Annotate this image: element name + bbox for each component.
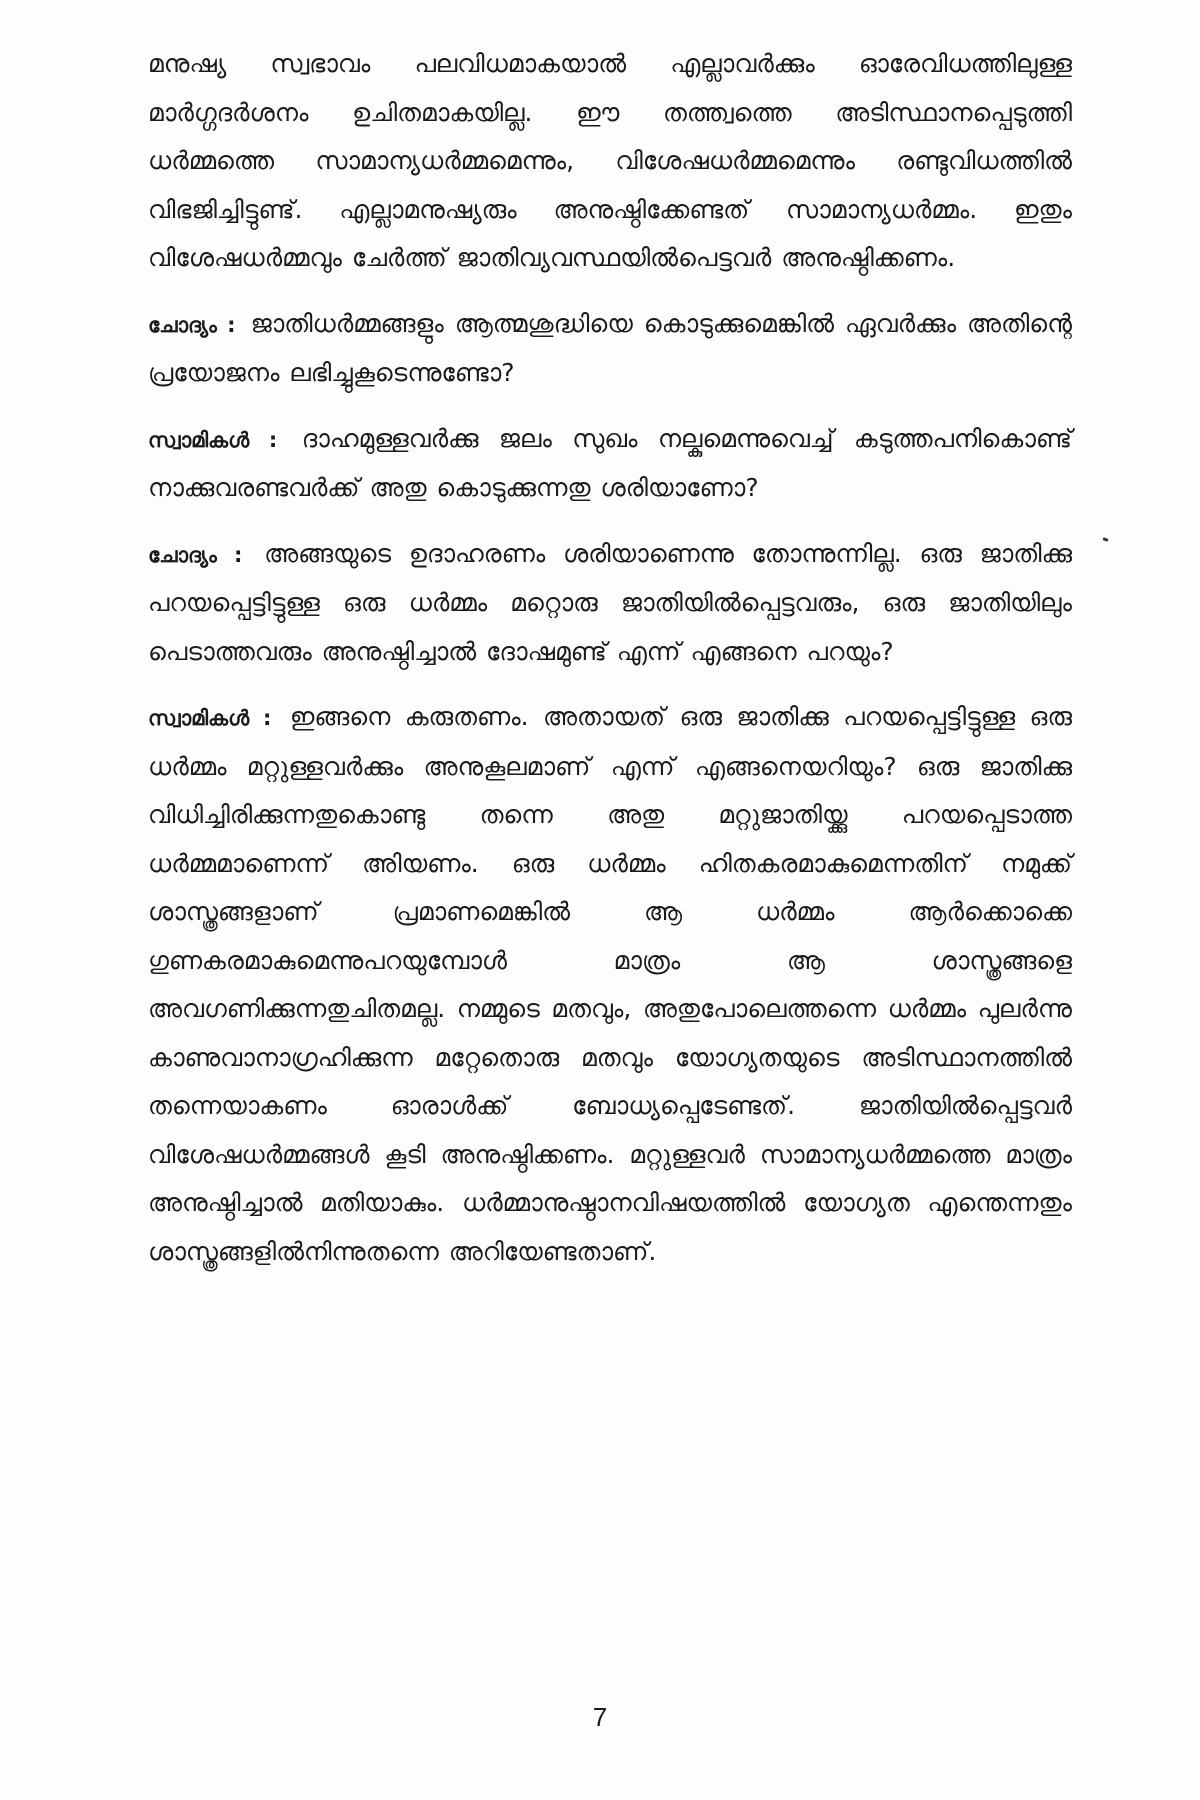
- paragraph-intro: [148, 40, 1072, 283]
- paragraph-question: [148, 530, 1072, 677]
- stray-ink-mark: [1103, 537, 1109, 542]
- speaker-label: ചോദ്യം :: [148, 542, 243, 567]
- paragraph-text: ഇങ്ങനെ കരുതണം. അതായത് ഒരു ജാതിക്കു പറയപ്പെട്ടിട്ടുള്ള ഒരു ധർമ്മം മറ്റുള്ളവർക്കും അനുകൂലമാണ് എന്ന് എങ്ങനെയറിയും? ഒരു ജാതിക്കു വിധിച്ചിരിക്കുന്നതുകൊണ്ടു തന്നെ അതു മറ്റുജാതിയ്ക്കു പറയപ്പെടാത്ത ധർമ്മമാണെന്ന് അിയണം. ഒരു ധർമ്മം ഹിതകരമാകുമെന്നതിന് നമുക്ക് ശാസ്ത്രങ്ങളാണ് പ്രമാണമെങ്കിൽ ആ ധർമ്മം ആർക്കൊക്കെ ഗുണകരമാകുമെന്നുപറയുമ്പോൾ മാത്രം ആ ശാസ്ത്രങ്ങളെ അവഗണിക്കുന്നതുചിതമല്ല. നമ്മുടെ മതവും, അതുപോലെത്തന്നെ ധർമ്മം പുലർന്നു കാണുവാനാഗ്രഹിക്കുന്ന മറ്റേതൊരു മതവും യോഗ്യതയുടെ അടിസ്ഥാനത്തിൽ തന്നെയാകണം ഓരാൾക്ക് ബോധ്യപ്പെടേണ്ടത്. ജാതിയിൽപ്പെട്ടവർ വിശേഷധർമ്മങ്ങൾ കൂടി അനുഷ്ഠിക്കണം. മറ്റുള്ളവർ സാമാന്യധർമ്മത്തെ മാത്രം അനുഷ്ഠിച്ചാൽ മതിയാകും. ധർമ്മാനുഷ്ഠാനവിഷയത്തിൽ യോഗ്യത എന്തെന്നതും ശാസ്ത്രങ്ങളിൽനിന്നുതന്നെ അറിയേണ്ടതാണ്.: [148, 702, 1072, 1266]
- speaker-label: സ്വാമികൾ :: [148, 706, 272, 730]
- paragraph-text: ദാഹമുള്ളവർക്കു ജലം സുഖം നല്കുമെന്നുവെച്ച് കടുത്തപനികൊണ്ട് നാക്കുവരണ്ടവർക്ക് അതു കൊടുക്കുന്നതു ശരിയാണോ?: [148, 423, 1072, 502]
- body-text: [148, 40, 1072, 1276]
- paragraph-text: അങ്ങയുടെ ഉദാഹരണം ശരിയാണെന്നു തോന്നുന്നില്ല. ഒരു ജാതിക്കു പറയപ്പെട്ടിട്ടുള്ള ഒരു ധർമ്മം മറ്റൊരു ജാതിയിൽപ്പെട്ടവരും, ഒരു ജാതിയിലും പെടാത്തവരും അനുഷ്ഠിച്ചാൽ ദോഷമുണ്ട് എന്ന് എങ്ങനെ പറയും?: [148, 538, 1072, 666]
- paragraph-answer: [148, 693, 1072, 1276]
- speaker-label: ചോദ്യം :: [148, 312, 236, 337]
- paragraph-text: ജാതിധർമ്മങ്ങളും ആത്മശുദ്ധിയെ കൊടുക്കുമെങ്കിൽ ഏവർക്കും അതിന്റെ പ്രയോജനം ലഭിച്ചുകൂടെന്നുണ്ടോ?: [148, 308, 1073, 387]
- paragraph-question: [148, 300, 1072, 398]
- speaker-label: സ്വാമികൾ :: [148, 427, 278, 452]
- page-number: 7: [592, 1702, 608, 1732]
- paragraph-text: മനുഷ്യ സ്വഭാവം പലവിധമാകയാൽ എല്ലാവർക്കും ഓരേവിധത്തിലുള്ള മാർഗ്ഗദർശനം ഉചിതമാകയില്ല. ഈ തത്ത്വത്തെ അടിസ്ഥാനപ്പെടുത്തി ധർമ്മത്തെ സാമാന്യധർമ്മമെന്നും, വിശേഷധർമ്മമെന്നും രണ്ടുവിധത്തിൽ വിഭജിച്ചിട്ടുണ്ട്. എല്ലാമനുഷ്യരും അനുഷ്ഠിക്കേണ്ടത് സാമാന്യധർമ്മം. ഇതും വിശേഷധർമ്മവും ചേർത്ത് ജാതിവ്യവസ്ഥയിൽപെട്ടവർ അനുഷ്ഠിക്കണം.: [148, 49, 1072, 272]
- paragraph-answer: [148, 415, 1072, 513]
